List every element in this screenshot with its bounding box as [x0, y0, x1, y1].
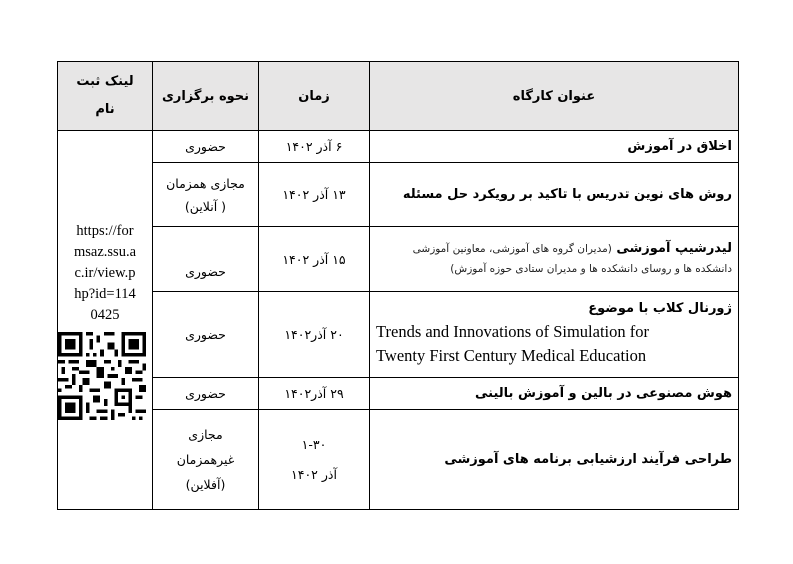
header-mode: نحوه برگزاری	[153, 62, 259, 131]
header-title: عنوان کارگاه	[370, 62, 739, 131]
workshop-date: ۲۹ آذر۱۴۰۲	[259, 378, 370, 410]
url-line: hp?id=114	[74, 285, 136, 302]
qr-code[interactable]	[58, 332, 146, 420]
workshop-title: روش های نوین تدریس با تاکید بر رویکرد حل مسئله	[370, 163, 739, 227]
date-line: ۱-۳۰	[301, 436, 327, 452]
workshop-mode: حضوری	[153, 292, 259, 378]
workshop-table	[57, 61, 739, 510]
workshop-title-cell	[370, 227, 739, 292]
workshop-title: اخلاق در آموزش	[370, 131, 739, 163]
table-row	[58, 378, 739, 410]
table-row	[58, 410, 739, 510]
workshop-title: هوش مصنوعی در بالین و آموزش بالینی	[370, 378, 739, 410]
workshop-title: طراحی فرآیند ارزشیابی برنامه های آموزشی	[370, 410, 739, 510]
workshop-title: ژورنال کلاب با موضوع	[588, 301, 732, 316]
workshop-mode	[153, 410, 259, 510]
url-line: msaz.ssu.a	[73, 243, 136, 260]
header-row	[58, 62, 739, 131]
workshop-date: ۱۳ آذر ۱۴۰۲	[259, 163, 370, 227]
table-row	[58, 163, 739, 227]
table-row	[58, 131, 739, 163]
mode-line: مجازی	[188, 427, 223, 442]
registration-link[interactable]	[64, 221, 146, 326]
header-link	[58, 62, 153, 131]
workshop-mode	[153, 163, 259, 227]
workshop-mode: حضوری	[153, 227, 259, 292]
workshop-title-cell	[370, 292, 739, 378]
mode-line: (آفلاین)	[185, 477, 226, 492]
workshop-date: ۲۰ آذر۱۴۰۲	[259, 292, 370, 378]
date-line: آذر ۱۴۰۲	[291, 466, 337, 482]
mode-line: غیرهمزمان	[176, 452, 235, 467]
workshop-title-en-line: Twenty First Century Medical Education	[376, 346, 647, 365]
workshop-title: لیدرشیپ آموزشی	[616, 241, 732, 256]
workshop-mode: حضوری	[153, 378, 259, 410]
url-line: c.ir/view.p	[74, 264, 136, 281]
workshop-title-en-line: Trends and Innovations of Simulation for	[376, 322, 649, 341]
mode-line: ( آنلاین)	[184, 198, 227, 214]
header-link-line2: نام	[95, 102, 115, 117]
url-line: https://for	[76, 222, 134, 239]
workshop-mode: حضوری	[153, 131, 259, 163]
mode-line: مجازی همزمان	[166, 175, 245, 191]
header-time: زمان	[259, 62, 370, 131]
workshop-date	[259, 410, 370, 510]
header-link-line1: لینک ثبت	[76, 74, 134, 89]
table-row	[58, 227, 739, 292]
url-line: 0425	[90, 306, 120, 323]
workshop-date: ۶ آذر ۱۴۰۲	[259, 131, 370, 163]
registration-cell	[58, 131, 153, 510]
workshop-date: ۱۵ آذر ۱۴۰۲	[259, 227, 370, 292]
workshop-audience: (مدیران گروه های آموزشی، معاونین آموزشی دانشکده ها و روسای دانشکده ها و مدیران ستادی حوزه آموزش)	[412, 243, 732, 275]
table-row	[58, 292, 739, 378]
